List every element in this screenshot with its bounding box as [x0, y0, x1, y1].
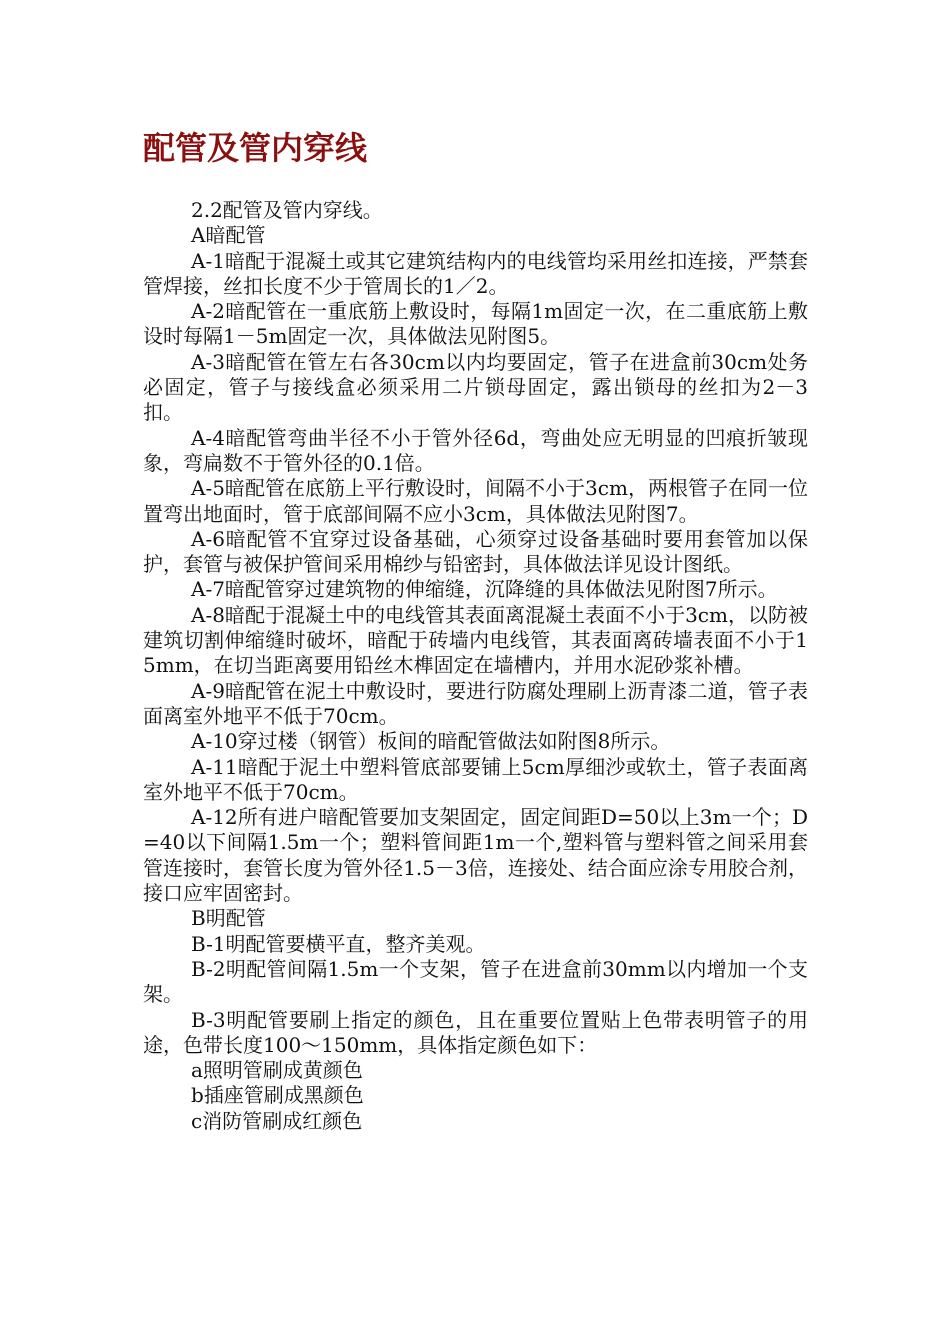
paragraph-subsection-a: A暗配管: [191, 223, 266, 248]
paragraph-color-c: c消防管刷成红颜色: [191, 1108, 363, 1133]
document-body: [143, 198, 808, 1134]
paragraph-a5: A-5暗配管在底筋上平行敷设时，间隔不小于3cm，两根管子在同一位置弯出地面时，管于底部间隔不应小3cm，具体做法见附图7。: [143, 476, 808, 526]
paragraph-a11: A-11暗配于泥土中塑料管底部要铺上5cm厚细沙或软土，管子表面离室外地平不低于70cm。: [143, 754, 808, 804]
paragraph-subsection-b: B明配管: [191, 906, 266, 931]
paragraph-a12: A-12所有进户暗配管要加支架固定，固定间距D=50以上3m一个；D=40以下间隔1.5m一个；塑料管间距1m一个,塑料管与塑料管之间采用套管连接时，套管长度为管外径1.5－3倍，连接处、结合面应涂专用胶合剂，接口应牢固密封。: [143, 805, 808, 906]
paragraph-a7: A-7暗配管穿过建筑物的伸缩缝，沉降缝的具体做法见附图7所示。: [191, 577, 778, 602]
paragraph-color-b: b插座管刷成黑颜色: [191, 1083, 364, 1108]
document-title: 配管及管内穿线: [143, 129, 368, 167]
paragraph-a10: A-10穿过楼（钢管）板间的暗配管做法如附图8所示。: [191, 729, 671, 754]
paragraph-b1: B-1明配管要横平直，整齐美观。: [191, 931, 486, 956]
paragraph-a9: A-9暗配管在泥土中敷设时，要进行防腐处理刷上沥青漆二道，管子表面离室外地平不低于70cm。: [143, 678, 808, 728]
paragraph-a1: A-1暗配于混凝土或其它建筑结构内的电线管均采用丝扣连接，严禁套管焊接，丝扣长度不少于管周长的1／2。: [143, 248, 808, 298]
paragraph-a6: A-6暗配管不宜穿过设备基础，心须穿过设备基础时要用套管加以保护，套管与被保护管间采用棉纱与铅密封，具体做法详见设计图纸。: [143, 526, 808, 577]
paragraph-section-heading: 2.2配管及管内穿线。: [191, 198, 383, 222]
paragraph-a2: A-2暗配管在一重底筋上敷设时，每隔1m固定一次，在二重底筋上敷设时每隔1－5m固定一次，具体做法见附图5。: [143, 299, 808, 349]
paragraph-color-a: a照明管刷成黄颜色: [191, 1058, 363, 1083]
paragraph-a3: A-3暗配管在管左右各30cm以内均要固定，管子在进盒前30cm处务必固定，管子与接线盒必须采用二片锁母固定，露出锁母的丝扣为2－3扣。: [143, 349, 808, 425]
paragraph-a8: A-8暗配于混凝土中的电线管其表面离混凝土表面不小于3cm，以防被建筑切割伸缩缝时破坏，暗配于砖墙内电线管，其表面离砖墙表面不小于15mm，在切当距离要用铅丝木榫固定在墙槽内，并用水泥砂浆补槽。: [143, 602, 808, 678]
paragraph-b2: B-2明配管间隔1.5m一个支架，管子在进盒前30mm以内增加一个支架。: [143, 956, 808, 1007]
paragraph-a4: A-4暗配管弯曲半径不小于管外径6d，弯曲处应无明显的凹痕折皱现象，弯扁数不于管外径的0.1倍。: [143, 425, 808, 475]
paragraph-b3: B-3明配管要刷上指定的颜色，且在重要位置贴上色带表明管子的用途，色带长度100～150mm，具体指定颜色如下：: [143, 1007, 808, 1057]
